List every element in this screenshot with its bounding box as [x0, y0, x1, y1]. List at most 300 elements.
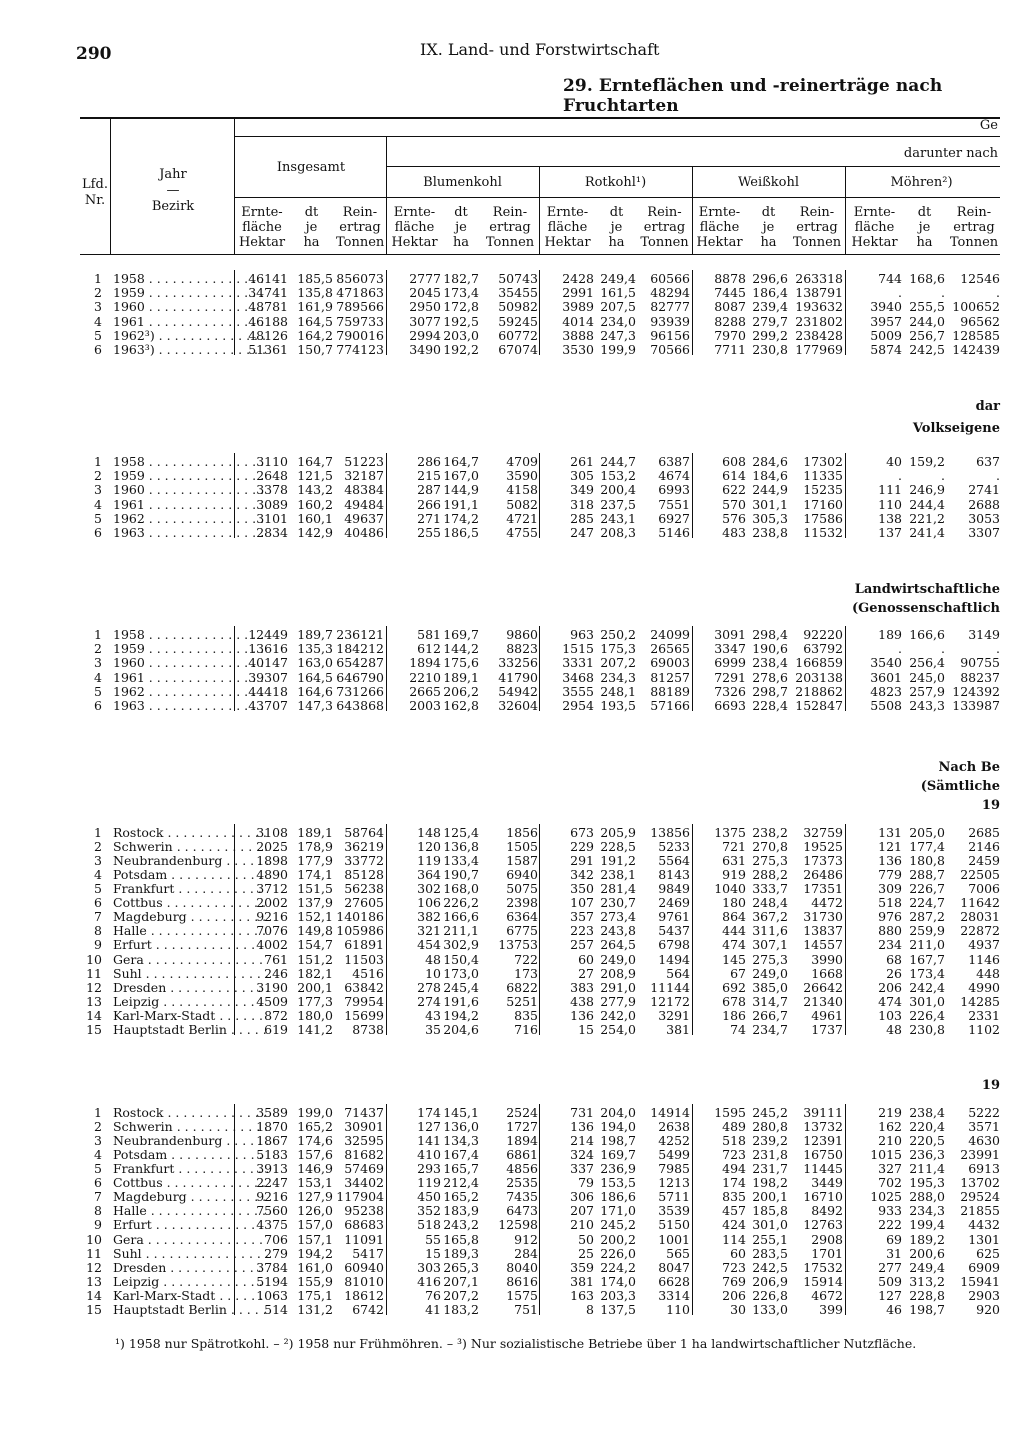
table-cell: 9849 — [658, 881, 690, 897]
table-cell: 228,5 — [600, 839, 636, 854]
table-cell: 692 — [722, 979, 746, 995]
table-cell: 296,6 — [752, 271, 788, 286]
table-cell: 34741 — [248, 285, 288, 301]
table-cell: 275,3 — [752, 951, 788, 967]
table-cell: 352 — [417, 1203, 441, 1219]
table-cell: 18612 — [344, 1287, 384, 1303]
table-cell: 90755 — [960, 655, 1000, 671]
table-cell: 224,2 — [600, 1259, 636, 1275]
table-cell: 444 — [722, 923, 746, 939]
row-label: Rostock . . . — [113, 1106, 268, 1120]
jahr-bezirk-heading: Jahr — [159, 167, 187, 182]
table-cell: 221,2 — [909, 510, 945, 526]
table-cell: 141 — [417, 1133, 441, 1149]
table-cell: 438 — [570, 993, 594, 1009]
table-cell: 3077 — [409, 313, 441, 329]
table-cell: 5150 — [658, 1217, 690, 1233]
table-cell: 277,9 — [600, 993, 636, 1009]
table-cell: 514 — [264, 1301, 288, 1317]
table-cell: 174,2 — [443, 510, 479, 526]
table-cell: 3784 — [256, 1259, 288, 1275]
table-cell: 7551 — [658, 496, 690, 512]
table-cell: 35 — [425, 1021, 441, 1037]
table-cell: 3530 — [562, 342, 594, 357]
table-row — [80, 924, 1000, 938]
table-cell: 5711 — [658, 1189, 690, 1205]
row-label: 1959 . . . — [113, 286, 268, 300]
table-cell: 2003 — [409, 698, 441, 713]
table-cell: 48294 — [650, 285, 690, 301]
table-cell: 160,1 — [297, 510, 333, 526]
table-cell: 110 — [666, 1301, 690, 1317]
table-cell: 210 — [570, 1217, 594, 1233]
table-cell: 15699 — [344, 1007, 384, 1023]
table-cell: 191,2 — [600, 853, 636, 869]
table-cell: 619 — [264, 1021, 288, 1037]
table-cell: 133,0 — [752, 1301, 788, 1317]
table-cell: 518 — [417, 1217, 441, 1233]
table-cell: 106 — [417, 895, 441, 911]
table-cell: 32759 — [803, 825, 843, 840]
table-cell: 13753 — [498, 937, 538, 953]
table-cell: 191,1 — [443, 496, 479, 512]
row-number: 6 — [94, 895, 102, 911]
table-cell: 164,7 — [443, 454, 479, 469]
table-cell: 32187 — [344, 468, 384, 484]
table-cell: 177969 — [795, 342, 843, 357]
row-label: Leipzig . . . — [113, 1275, 268, 1289]
table-cell: 9216 — [256, 1189, 288, 1205]
row-number: 9 — [94, 937, 102, 953]
table-row — [80, 882, 1000, 896]
column-subheading: Ernte- — [853, 205, 896, 220]
table-cell: 15 — [425, 1245, 441, 1261]
table-cell: 230,7 — [600, 895, 636, 911]
table-cell: 247 — [570, 525, 594, 540]
table-cell: 2535 — [506, 1175, 538, 1191]
crop-group-heading: Weißkohl — [737, 175, 800, 190]
table-cell: 203138 — [795, 669, 843, 685]
table-cell: 175,6 — [443, 655, 479, 671]
table-cell: 3291 — [658, 1007, 690, 1023]
table-cell: 305,3 — [752, 510, 788, 526]
table-cell: 163 — [570, 1287, 594, 1303]
table-cell: 5437 — [658, 923, 690, 939]
table-cell: 228,4 — [752, 698, 788, 713]
row-label: 1963 . . . — [113, 699, 268, 713]
table-cell: 15941 — [960, 1273, 1000, 1289]
table-cell: 3449 — [811, 1175, 843, 1191]
table-cell: 165,8 — [443, 1231, 479, 1247]
row-label: Karl-Marx-Stadt . . . — [113, 1009, 268, 1023]
column-subheading: dt — [761, 205, 776, 220]
column-subheading: ertrag — [489, 220, 531, 235]
table-cell: 280,8 — [752, 1119, 788, 1134]
table-cell: 60566 — [650, 271, 690, 286]
table-cell: 189,1 — [443, 669, 479, 685]
row-number: 9 — [94, 1217, 102, 1233]
table-cell: 1025 — [870, 1189, 902, 1205]
column-subheading: Rein- — [342, 205, 378, 220]
table-cell: 17532 — [803, 1259, 843, 1275]
table-cell: 238,8 — [752, 525, 788, 540]
table-cell: 33256 — [498, 655, 538, 671]
row-label: Suhl . . . — [113, 1247, 268, 1261]
table-cell: 34402 — [344, 1175, 384, 1191]
table-cell: 224,7 — [909, 895, 945, 911]
column-subheading: Ernte- — [546, 205, 589, 220]
table-cell: 2247 — [256, 1175, 288, 1191]
table-cell: 313,2 — [909, 1273, 945, 1289]
darunter-heading: darunter nach — [903, 146, 998, 161]
column-subheading: Hektar — [391, 235, 438, 250]
table-cell: 212,4 — [443, 1175, 479, 1191]
table-cell: 174,1 — [297, 867, 333, 883]
jahr-bezirk-heading: Bezirk — [151, 199, 195, 214]
table-cell: 337 — [570, 1161, 594, 1177]
table-cell: 166859 — [795, 655, 843, 671]
table-cell: 30 — [730, 1301, 746, 1317]
row-label: 1962 . . . — [113, 685, 268, 699]
table-cell: 381 — [570, 1273, 594, 1289]
row-number: 10 — [86, 1231, 102, 1247]
table-row — [80, 329, 1000, 343]
table-cell: 168,6 — [909, 271, 945, 286]
page-number: 290 — [76, 44, 112, 64]
table-cell: . — [941, 468, 945, 484]
table-cell: 11532 — [803, 525, 843, 540]
table-cell: 303 — [417, 1259, 441, 1275]
header-column-rule — [110, 117, 111, 254]
column-subheading: fläche — [547, 220, 588, 235]
table-cell: 175,3 — [600, 641, 636, 657]
row-label: 1960 . . . — [113, 483, 268, 497]
table-cell: 779 — [878, 867, 902, 883]
column-subheading: ertrag — [643, 220, 686, 235]
table-cell: 164,7 — [297, 454, 333, 469]
table-row — [80, 1275, 1000, 1289]
row-number: 5 — [94, 510, 102, 526]
table-cell: 46141 — [248, 271, 288, 286]
table-row — [80, 1148, 1000, 1162]
table-cell: 67 — [730, 965, 746, 981]
column-subheading: dt — [609, 205, 624, 220]
table-cell: 125,4 — [443, 825, 479, 840]
table-cell: 3540 — [870, 655, 902, 671]
table-cell: 93939 — [650, 313, 690, 329]
table-row — [80, 272, 1000, 286]
table-cell: 6861 — [506, 1147, 538, 1163]
table-cell: 256,4 — [909, 655, 945, 671]
table-cell: 271 — [417, 510, 441, 526]
row-number: 5 — [94, 327, 102, 343]
table-cell: 835 — [722, 1189, 746, 1205]
table-cell: 8047 — [658, 1259, 690, 1275]
table-cell: 273,4 — [600, 909, 636, 925]
table-cell: 81682 — [344, 1147, 384, 1163]
row-number: 12 — [86, 979, 102, 995]
table-cell: 275,3 — [752, 853, 788, 869]
table-cell: 41790 — [498, 669, 538, 685]
table-cell: 518 — [878, 895, 902, 911]
table-cell: 138 — [878, 510, 902, 526]
table-cell: . — [898, 285, 902, 301]
table-cell: 166,6 — [443, 909, 479, 925]
table-cell: 2903 — [968, 1287, 1000, 1303]
table-cell: 1063 — [256, 1287, 288, 1303]
table-cell: 4937 — [968, 937, 1000, 953]
section-heading: (Genossenschaftlich — [852, 601, 1000, 616]
table-cell: 204,0 — [600, 1105, 636, 1120]
table-cell: 6473 — [506, 1203, 538, 1219]
table-cell: 136,8 — [443, 839, 479, 854]
table-cell: 96156 — [650, 327, 690, 343]
row-number: 8 — [94, 1203, 102, 1219]
table-cell: 49484 — [344, 496, 384, 512]
table-cell: 12763 — [803, 1217, 843, 1233]
table-row — [80, 1233, 1000, 1247]
header-bottom-rule — [80, 254, 1000, 255]
table-cell: 226,0 — [600, 1245, 636, 1261]
row-label: 1961 . . . — [113, 671, 268, 685]
row-label: 1958 . . . — [113, 455, 268, 469]
table-row — [80, 1162, 1000, 1176]
table-row — [80, 1009, 1000, 1023]
table-row — [80, 1289, 1000, 1303]
table-cell: . — [941, 285, 945, 301]
row-number: 5 — [94, 1161, 102, 1177]
table-cell: 288,7 — [909, 867, 945, 883]
table-cell: 172,8 — [443, 299, 479, 315]
row-number: 14 — [86, 1287, 102, 1303]
table-cell: 920 — [976, 1301, 1000, 1317]
table-cell: 382 — [417, 909, 441, 925]
table-cell: 306 — [570, 1189, 594, 1205]
table-cell: 242,5 — [909, 342, 945, 357]
row-number: 3 — [94, 299, 102, 315]
table-cell: 723 — [722, 1147, 746, 1163]
table-cell: 207,5 — [600, 299, 636, 315]
row-label: Cottbus . . . — [113, 896, 268, 910]
table-row — [80, 315, 1000, 329]
table-cell: 3108 — [256, 825, 288, 840]
table-cell: 157,0 — [297, 1217, 333, 1233]
table-cell: 631 — [722, 853, 746, 869]
table-cell: 205,9 — [600, 825, 636, 840]
table-cell: 147,3 — [297, 698, 333, 713]
table-cell: 976 — [878, 909, 902, 925]
table-row — [80, 300, 1000, 314]
table-cell: 625 — [976, 1245, 1000, 1261]
table-cell: 32604 — [498, 698, 538, 713]
table-cell: 141,2 — [297, 1021, 333, 1037]
table-cell: 385,0 — [752, 979, 788, 995]
table-cell: 1595 — [714, 1105, 746, 1120]
table-cell: 324 — [570, 1147, 594, 1163]
column-subheading: Hektar — [696, 235, 743, 250]
table-cell: 518 — [722, 1133, 746, 1149]
table-cell: 110 — [878, 496, 902, 512]
table-cell: 199,9 — [600, 342, 636, 357]
table-cell: 16750 — [803, 1147, 843, 1163]
table-cell: 1668 — [811, 965, 843, 981]
table-cell: 8878 — [714, 271, 746, 286]
table-cell: 457 — [722, 1203, 746, 1219]
table-cell: 242,4 — [909, 979, 945, 995]
column-subheading: ha — [760, 235, 777, 250]
table-cell: 8492 — [811, 1203, 843, 1219]
table-cell: 220,5 — [909, 1133, 945, 1149]
table-cell: 288,2 — [752, 867, 788, 883]
table-row — [80, 483, 1000, 497]
section-heading: Nach Be — [938, 760, 1000, 775]
table-cell: 257,9 — [909, 683, 945, 699]
section-heading: Volkseigene — [912, 421, 1000, 436]
table-cell: 150,7 — [297, 342, 333, 357]
table-cell: 183,2 — [443, 1301, 479, 1317]
table-cell: 242,5 — [752, 1259, 788, 1275]
table-cell: 383 — [570, 979, 594, 995]
table-cell: 731 — [570, 1105, 594, 1120]
jahr-bezirk-heading: — — [166, 183, 180, 198]
table-row — [80, 343, 1000, 357]
column-subheading: Tonnen — [485, 235, 535, 250]
table-cell: 6693 — [714, 698, 746, 713]
table-cell: 3101 — [256, 510, 288, 526]
table-cell: 283,5 — [752, 1245, 788, 1261]
table-cell: 26565 — [650, 641, 690, 657]
table-cell: 26 — [886, 965, 902, 981]
table-cell: 266 — [417, 496, 441, 512]
table-cell: 207 — [570, 1203, 594, 1219]
table-cell: 208,3 — [600, 525, 636, 540]
table-cell: 249,0 — [752, 965, 788, 981]
table-cell: 1102 — [968, 1021, 1000, 1037]
table-cell: 301,0 — [909, 993, 945, 1009]
table-cell: 68683 — [344, 1217, 384, 1233]
table-cell: 167,4 — [443, 1147, 479, 1163]
table-cell: 8143 — [658, 867, 690, 883]
table-cell: 74 — [730, 1021, 746, 1037]
table-cell: 81010 — [344, 1273, 384, 1289]
row-label: Leipzig . . . — [113, 995, 268, 1009]
table-cell: 12172 — [650, 993, 690, 1009]
table-cell: 119 — [417, 853, 441, 869]
table-cell: 128585 — [952, 327, 1000, 343]
column-subheading: ha — [452, 235, 470, 250]
table-row — [80, 868, 1000, 882]
table-row — [80, 498, 1000, 512]
table-row — [80, 896, 1000, 910]
table-cell: 44418 — [248, 683, 288, 699]
table-cell: 245,2 — [752, 1105, 788, 1120]
table-cell: 706 — [264, 1231, 288, 1247]
table-cell: 153,5 — [600, 1175, 636, 1191]
table-cell: 3149 — [968, 627, 1000, 642]
table-cell: 189,3 — [443, 1245, 479, 1261]
row-number: 10 — [86, 951, 102, 967]
table-cell: 277 — [878, 1259, 902, 1275]
table-cell: 2950 — [409, 299, 441, 315]
table-cell: 248,1 — [600, 683, 636, 699]
table-cell: 4002 — [256, 937, 288, 953]
row-label: 1961 . . . — [113, 498, 268, 512]
column-subheading: Hektar — [238, 235, 286, 250]
table-cell: 56238 — [344, 881, 384, 897]
table-cell: 307,1 — [752, 937, 788, 953]
row-number: 1 — [94, 1105, 102, 1120]
table-cell: 208,9 — [600, 965, 636, 981]
table-cell: 291,0 — [600, 979, 636, 995]
table-cell: 261 — [570, 454, 594, 469]
table-cell: 769 — [722, 1273, 746, 1289]
table-cell: 716 — [514, 1021, 538, 1037]
row-number: 2 — [94, 468, 102, 484]
table-cell: 15235 — [803, 482, 843, 498]
table-cell: 153,2 — [600, 468, 636, 484]
crop-group-heading: Möhren²) — [890, 175, 953, 190]
table-cell: 234,7 — [752, 1021, 788, 1037]
table-cell: 2908 — [811, 1231, 843, 1247]
table-cell: 702 — [878, 1175, 902, 1191]
table-cell: 608 — [722, 454, 746, 469]
table-row — [80, 656, 1000, 670]
row-label: Hauptstadt Berlin . . . — [113, 1023, 268, 1037]
table-cell: 7076 — [256, 923, 288, 939]
table-cell: 210 — [878, 1133, 902, 1149]
table-cell: 483 — [722, 525, 746, 540]
table-cell: 751 — [514, 1301, 538, 1317]
table-cell: 622 — [722, 482, 746, 498]
table-row — [80, 512, 1000, 526]
column-subheading: Rein- — [492, 205, 528, 220]
table-cell: 4516 — [352, 965, 384, 981]
table-cell: 88189 — [650, 683, 690, 699]
table-cell: 48126 — [248, 327, 288, 343]
table-cell: 238428 — [795, 327, 843, 343]
table-cell: 219 — [878, 1105, 902, 1120]
row-number: 1 — [94, 271, 102, 286]
table-cell: 1701 — [811, 1245, 843, 1261]
table-cell: 2398 — [506, 895, 538, 911]
table-cell: 723 — [722, 1259, 746, 1275]
table-cell: 165,2 — [297, 1119, 333, 1134]
table-cell: 5564 — [658, 853, 690, 869]
table-cell: 204,6 — [443, 1021, 479, 1037]
table-cell: 364 — [417, 867, 441, 883]
row-label: Dresden . . . — [113, 981, 268, 995]
table-cell: 40147 — [248, 655, 288, 671]
table-cell: 96562 — [960, 313, 1000, 329]
table-cell: 177,9 — [297, 853, 333, 869]
table-cell: 177,4 — [909, 839, 945, 854]
table-cell: 39307 — [248, 669, 288, 685]
row-number: 2 — [94, 641, 102, 657]
table-cell: 7445 — [714, 285, 746, 301]
table-cell: 1515 — [562, 641, 594, 657]
table-cell: 63842 — [344, 979, 384, 995]
table-cell: 137 — [878, 525, 902, 540]
table-cell: 454 — [417, 937, 441, 953]
table-cell: 249,4 — [600, 271, 636, 286]
table-cell: 105986 — [336, 923, 384, 939]
row-label: Erfurt . . . — [113, 938, 268, 952]
table-cell: 144,9 — [443, 482, 479, 498]
table-cell: 103 — [878, 1007, 902, 1023]
table-cell: 247,3 — [600, 327, 636, 343]
table-cell: 189,7 — [297, 627, 333, 642]
table-cell: 357 — [570, 909, 594, 925]
